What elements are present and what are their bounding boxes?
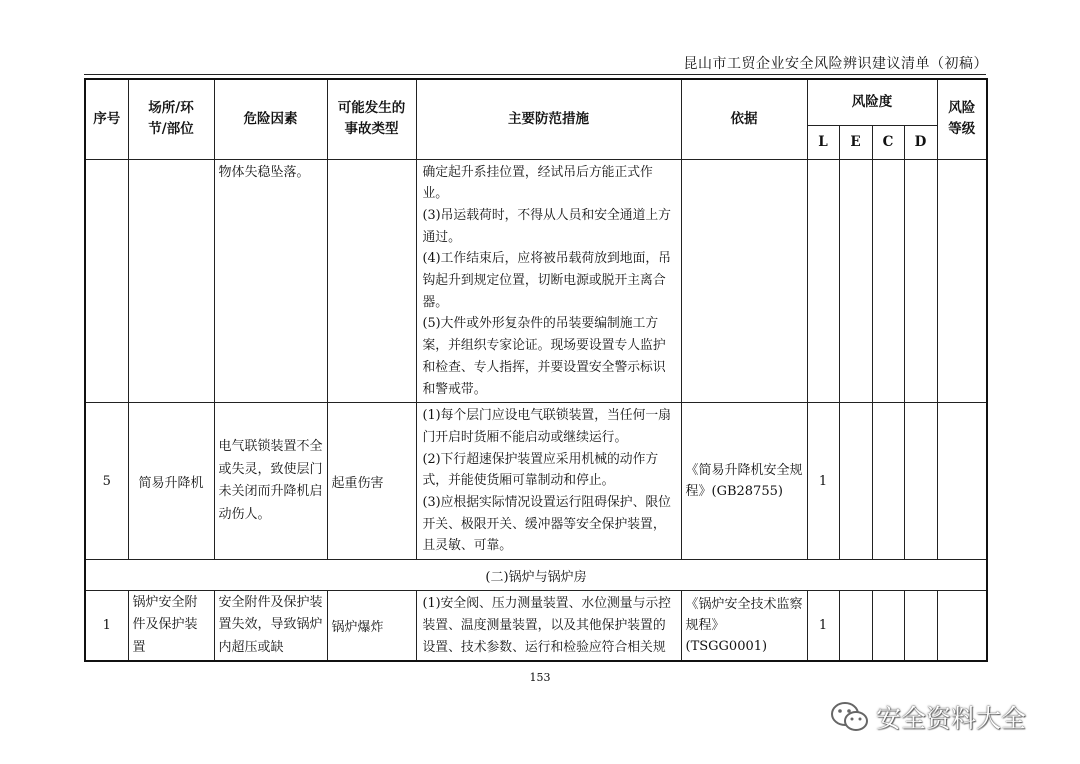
col-basis: 依据 (681, 79, 807, 159)
cell-hazard: 电气联锁装置不全或失灵，致使层门未关闭而升降机启动伤人。 (214, 403, 327, 560)
cell-E (839, 591, 872, 662)
cell-hazard: 物体失稳坠落。 (214, 159, 327, 403)
cell-place: 锅炉安全附件及保护装置 (128, 591, 214, 662)
cell-E (839, 403, 872, 560)
cell-level (937, 591, 987, 662)
col-E: E (839, 125, 872, 159)
col-place (128, 79, 214, 159)
col-D: D (904, 125, 937, 159)
measure-item: (4)工作结束后，应将被吊载荷放到地面，吊钩起升到规定位置，切断电源或脱开主离合器。 (422, 251, 671, 310)
wechat-icon (830, 700, 870, 734)
cell-L (807, 159, 839, 403)
table-row-1 (85, 591, 987, 662)
cell-L: 1 (807, 591, 839, 662)
measure-item: (3)应根据实际情况设置运行阻碍保护、限位开关、极限开关、缓冲器等安全保护装置，且灵敏、可靠。 (422, 495, 671, 554)
cell-C (872, 591, 904, 662)
cell-accident (327, 159, 416, 403)
measure-item: (1)每个层门应设电气联锁装置，当任何一扇门开启时货厢不能启动或继续运行。 (422, 408, 671, 445)
col-L: L (807, 125, 839, 159)
measure-item: (3)吊运载荷时，不得从人员和安全通道上方通过。 (422, 207, 671, 245)
col-risk-level-text: 风险等级 (948, 100, 976, 138)
document-title: 昆山市工贸企业安全风险辨识建议清单（初稿） (683, 56, 988, 72)
cell-seq: 5 (85, 403, 128, 560)
cell-seq: 1 (85, 591, 128, 662)
measure-item: (5)大件或外形复杂件的吊装要编制施工方案，并组织专家论证。现场要设置专人监护和检查、专人指挥，并要设置安全警示标识和警戒带。 (422, 316, 666, 397)
cell-accident: 起重伤害 (327, 403, 416, 560)
col-hazard: 危险因素 (214, 79, 327, 159)
col-seq: 序号 (85, 79, 128, 159)
cell-seq (85, 159, 128, 403)
col-place-text: 场所/环节/部位 (148, 100, 194, 138)
table-row-continued (85, 159, 987, 403)
cell-measures (416, 403, 681, 560)
cell-E (839, 159, 872, 403)
col-accident-text: 可能发生的事故类型 (337, 100, 406, 138)
watermark-text: 安全资料大全 (876, 704, 1027, 733)
col-C: C (872, 125, 904, 159)
cell-place (128, 159, 214, 403)
cell-basis (681, 159, 807, 403)
cell-hazard: 安全附件及保护装置失效，导致锅炉内超压或缺 (214, 591, 327, 662)
cell-C (872, 403, 904, 560)
col-risk-level (937, 79, 987, 159)
cell-measures: (1)安全阀、压力测量装置、水位测量与示控装置、温度测量装置，以及其他保护装置的设置、技术参数、运行和检验应符合相关规 (416, 591, 681, 662)
cell-level (937, 159, 987, 403)
cell-basis: 《锅炉安全技术监察规程》(TSGG0001) (681, 591, 807, 662)
table-row-5 (85, 403, 987, 560)
risk-table (84, 78, 988, 662)
cell-accident: 锅炉爆炸 (327, 591, 416, 662)
cell-measures (416, 159, 681, 403)
page-number: 153 (529, 671, 551, 684)
measure-item: 确定起升系挂位置，经试吊后方能正式作业。 (422, 164, 653, 202)
section-row (85, 560, 987, 591)
cell-D (904, 591, 937, 662)
cell-D (904, 159, 937, 403)
cell-level (937, 403, 987, 560)
col-measures: 主要防范措施 (416, 79, 681, 159)
watermark (830, 699, 1026, 735)
cell-D (904, 403, 937, 560)
header-rule (84, 74, 986, 75)
col-risk-degree: 风险度 (807, 79, 937, 125)
col-accident (327, 79, 416, 159)
cell-C (872, 159, 904, 403)
section-title: (二)锅炉与锅炉房 (85, 560, 987, 591)
cell-L: 1 (807, 403, 839, 560)
cell-place: 简易升降机 (128, 403, 214, 560)
cell-basis: 《简易升降机安全规程》(GB28755) (681, 403, 807, 560)
measure-item: (2)下行超速保护装置应采用机械的动作方式，并能使货厢可靠制动和停止。 (422, 451, 659, 489)
